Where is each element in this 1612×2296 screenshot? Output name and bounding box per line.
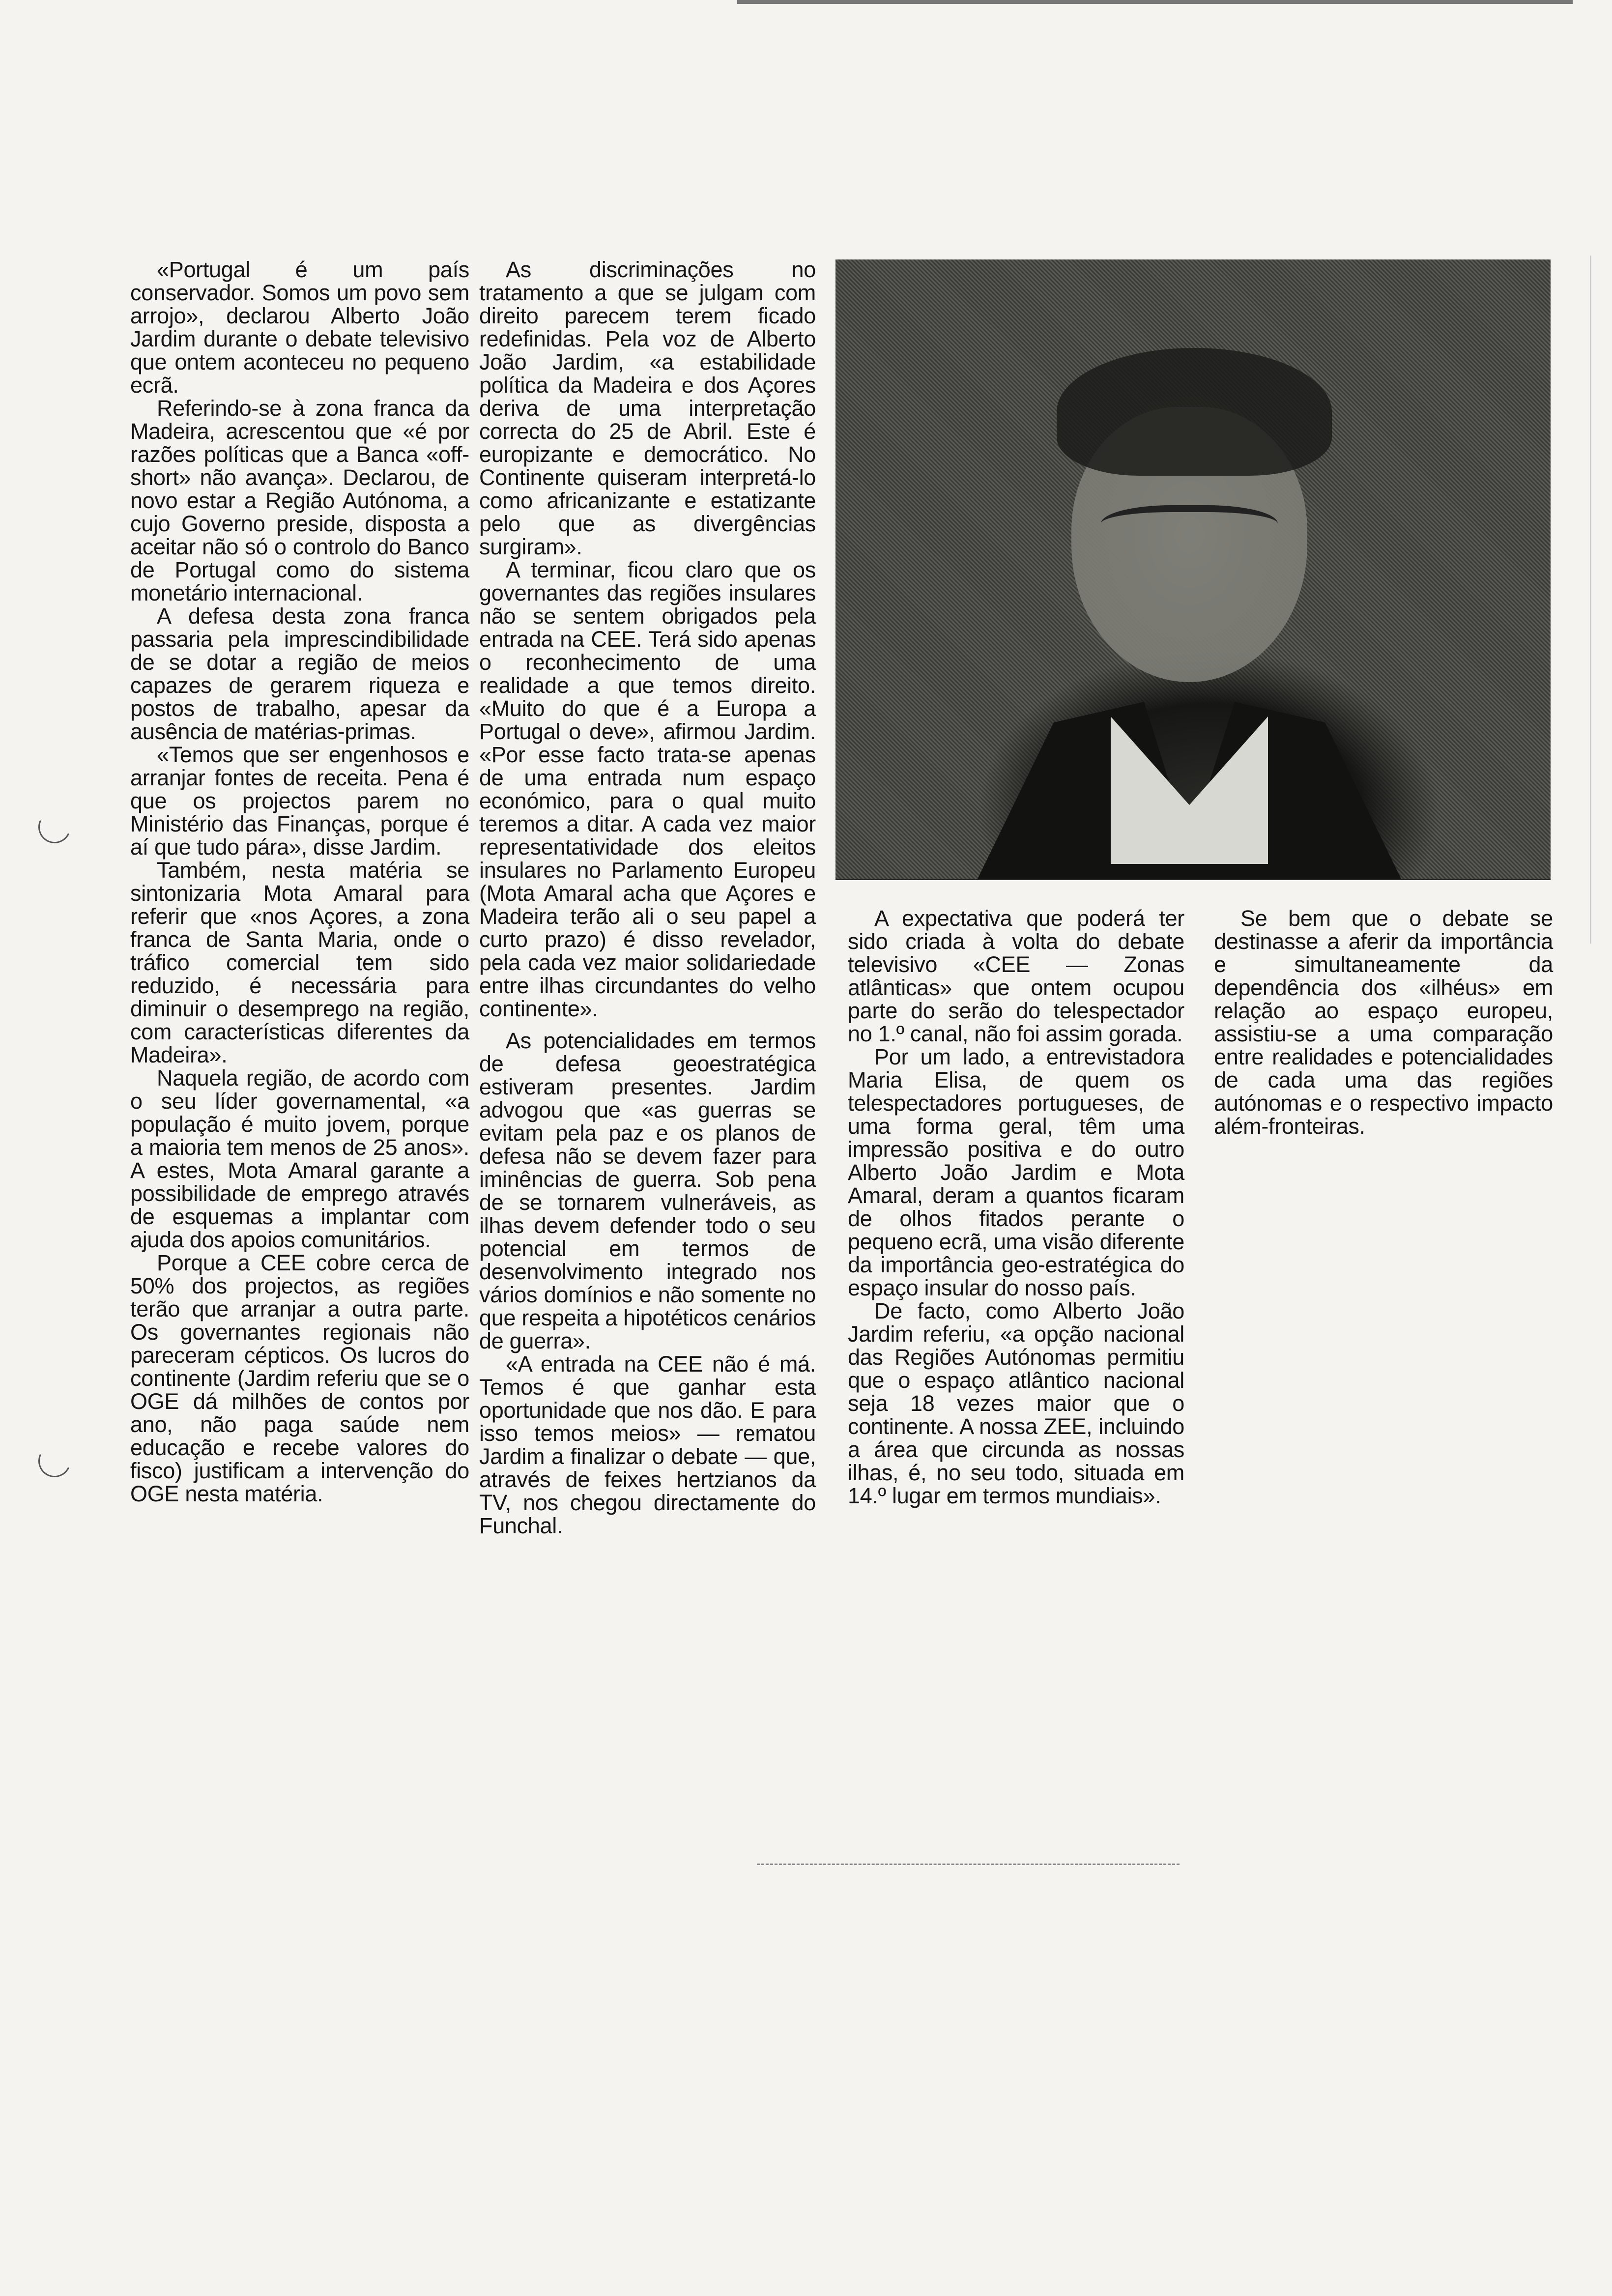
- paragraph: «Temos que ser engenhosos e arranjar fontes de receita. Pena é que os projectos parem no Ministério das Finanças, porque é aí que tudo pára», disse Jardim.: [130, 742, 469, 860]
- photo-glasses: [1101, 505, 1278, 551]
- paragraph: A terminar, ficou claro que os governantes das regiões insulares não se sentem obrigados pela entrada na CEE. Terá sido apenas o reconhecimento de uma realidade a que temos direito. «Muito do que é a Europa a Portugal o deve», afirmou Jardim. «Por esse facto trata-se apenas de uma entrada num espaço económico, para o qual muito teremos a ditar. A cada vez maior representatividade dos eleitos insulares no Parlamento Europeu (Mota Amaral acha que Açores e Madeira terão ali o seu papel a curto prazo) é disso revelador, pela cada vez maior solidariedade entre ilhas circundantes do velho continente».: [479, 557, 816, 1021]
- punch-hole-mark: [34, 806, 76, 848]
- portrait-photo: [835, 259, 1551, 880]
- paragraph: Porque a CEE cobre cerca de 50% dos projectos, as regiões terão que arranjar a outra parte. Os governantes regionais não pareceram cépticos. Os lucros do continente (Jardim referiu que se o OGE dá milhões de contos por ano, não paga saúde nem educação e recebe valores do fisco) justificam a intervenção do OGE nesta matéria.: [130, 1250, 469, 1506]
- photo-hair: [1057, 348, 1332, 476]
- paragraph: A defesa desta zona franca passaria pela imprescindibilidade de se dotar a região de meios capazes de gerarem riqueza e postos de trabalho, apesar da ausência de matérias-primas.: [130, 603, 469, 744]
- paragraph: Por um lado, a entrevistadora Maria Elisa, de quem os telespectadores portugueses, de uma forma geral, têm uma impressão positiva e do outro Alberto João Jardim e Mota Amaral, deram a quantos ficaram de olhos fitados perante o pequeno ecrã, uma visão diferente da importância geo-estratégica do espaço insular do nosso país.: [848, 1044, 1184, 1300]
- paragraph: Referindo-se à zona franca da Madeira, acrescentou que «é por razões políticas que a Banca «off-short» não avança». Declarou, de novo estar a Região Autónoma, a cujo Governo preside, disposta a aceitar não só o controlo do Banco de Portugal como do sistema monetário internacional.: [130, 396, 469, 605]
- paragraph: As potencialidades em termos de defesa geoestratégica estiveram presentes. Jardim advogou que «as guerras se evitam pela paz e os planos de defesa não se devem fazer para iminências de guerra. Sob pena de se tornarem vulneráveis, as ilhas devem defender todo o seu potencial em termos de desenvolvimento integrado nos vários domínios e não somente no que respeita a hipotéticos cenários de guerra».: [479, 1028, 816, 1353]
- scan-edge-right: [1590, 256, 1591, 944]
- paragraph: A expectativa que poderá ter sido criada à volta do debate televisivo «CEE — Zonas atlânticas» que ontem ocupou parte do serão do telespectador no 1.º canal, não foi assim gorada.: [848, 906, 1184, 1046]
- paragraph: «A entrada na CEE não é má. Temos é que ganhar esta oportunidade que nos dão. E para isso temos meios» — rematou Jardim a finalizar o debate — que, através de feixes hertzianos da TV, nos chegou directamente do Funchal.: [479, 1351, 816, 1538]
- dashed-rule: [757, 1864, 1180, 1865]
- punch-hole-mark: [34, 1440, 76, 1482]
- paragraph: De facto, como Alberto João Jardim referiu, «a opção nacional das Regiões Autónomas permitiu que o espaço atlântico nacional seja 18 vezes maior que o continente. A nossa ZEE, incluindo a área que circunda as nossas ilhas, é, no seu todo, situada em 14.º lugar em termos mundiais».: [848, 1298, 1184, 1508]
- scan-edge-top: [737, 0, 1573, 4]
- article-column-3: [848, 907, 1184, 1507]
- paragraph: Se bem que o debate se destinasse a aferir da importância e simultaneamente da dependência dos «ilhéus» em relação ao espaço europeu, assistiu-se a uma comparação entre realidades e potencialidades de cada uma das regiões autónomas e o respectivo impacto além-fronteiras.: [1214, 906, 1553, 1139]
- article-column-4: [1214, 907, 1553, 1138]
- paragraph: Também, nesta matéria se sintonizaria Mota Amaral para referir que «nos Açores, a zona franca de Santa Maria, onde o tráfico comercial tem sido reduzido, é necessária para diminuir o desemprego na região, com características diferentes da Madeira».: [130, 858, 469, 1067]
- paragraph: «Portugal é um país conservador. Somos um povo sem arrojo», declarou Alberto João Jardim durante o debate televisivo que ontem aconteceu no pequeno ecrã.: [130, 257, 469, 398]
- article-column-1: [130, 258, 469, 1505]
- paragraph: Naquela região, de acordo com o seu líder governamental, «a população é muito jovem, porque a maioria tem menos de 25 anos». A estes, Mota Amaral garante a possibilidade de emprego através de esquemas a implantar com ajuda dos apoios comunitários.: [130, 1065, 469, 1252]
- paragraph: As discriminações no tratamento a que se julgam com direito parecem terem ficado redefinidas. Pela voz de Alberto João Jardim, «a estabilidade política da Madeira e dos Açores deriva de uma interpretação correcta do 25 de Abril. Este é europizante e democrático. No Continente quiseram interpretá-lo como africanizante e estatizante pelo que as divergências surgiram».: [479, 257, 816, 559]
- article-column-2: [479, 258, 816, 1537]
